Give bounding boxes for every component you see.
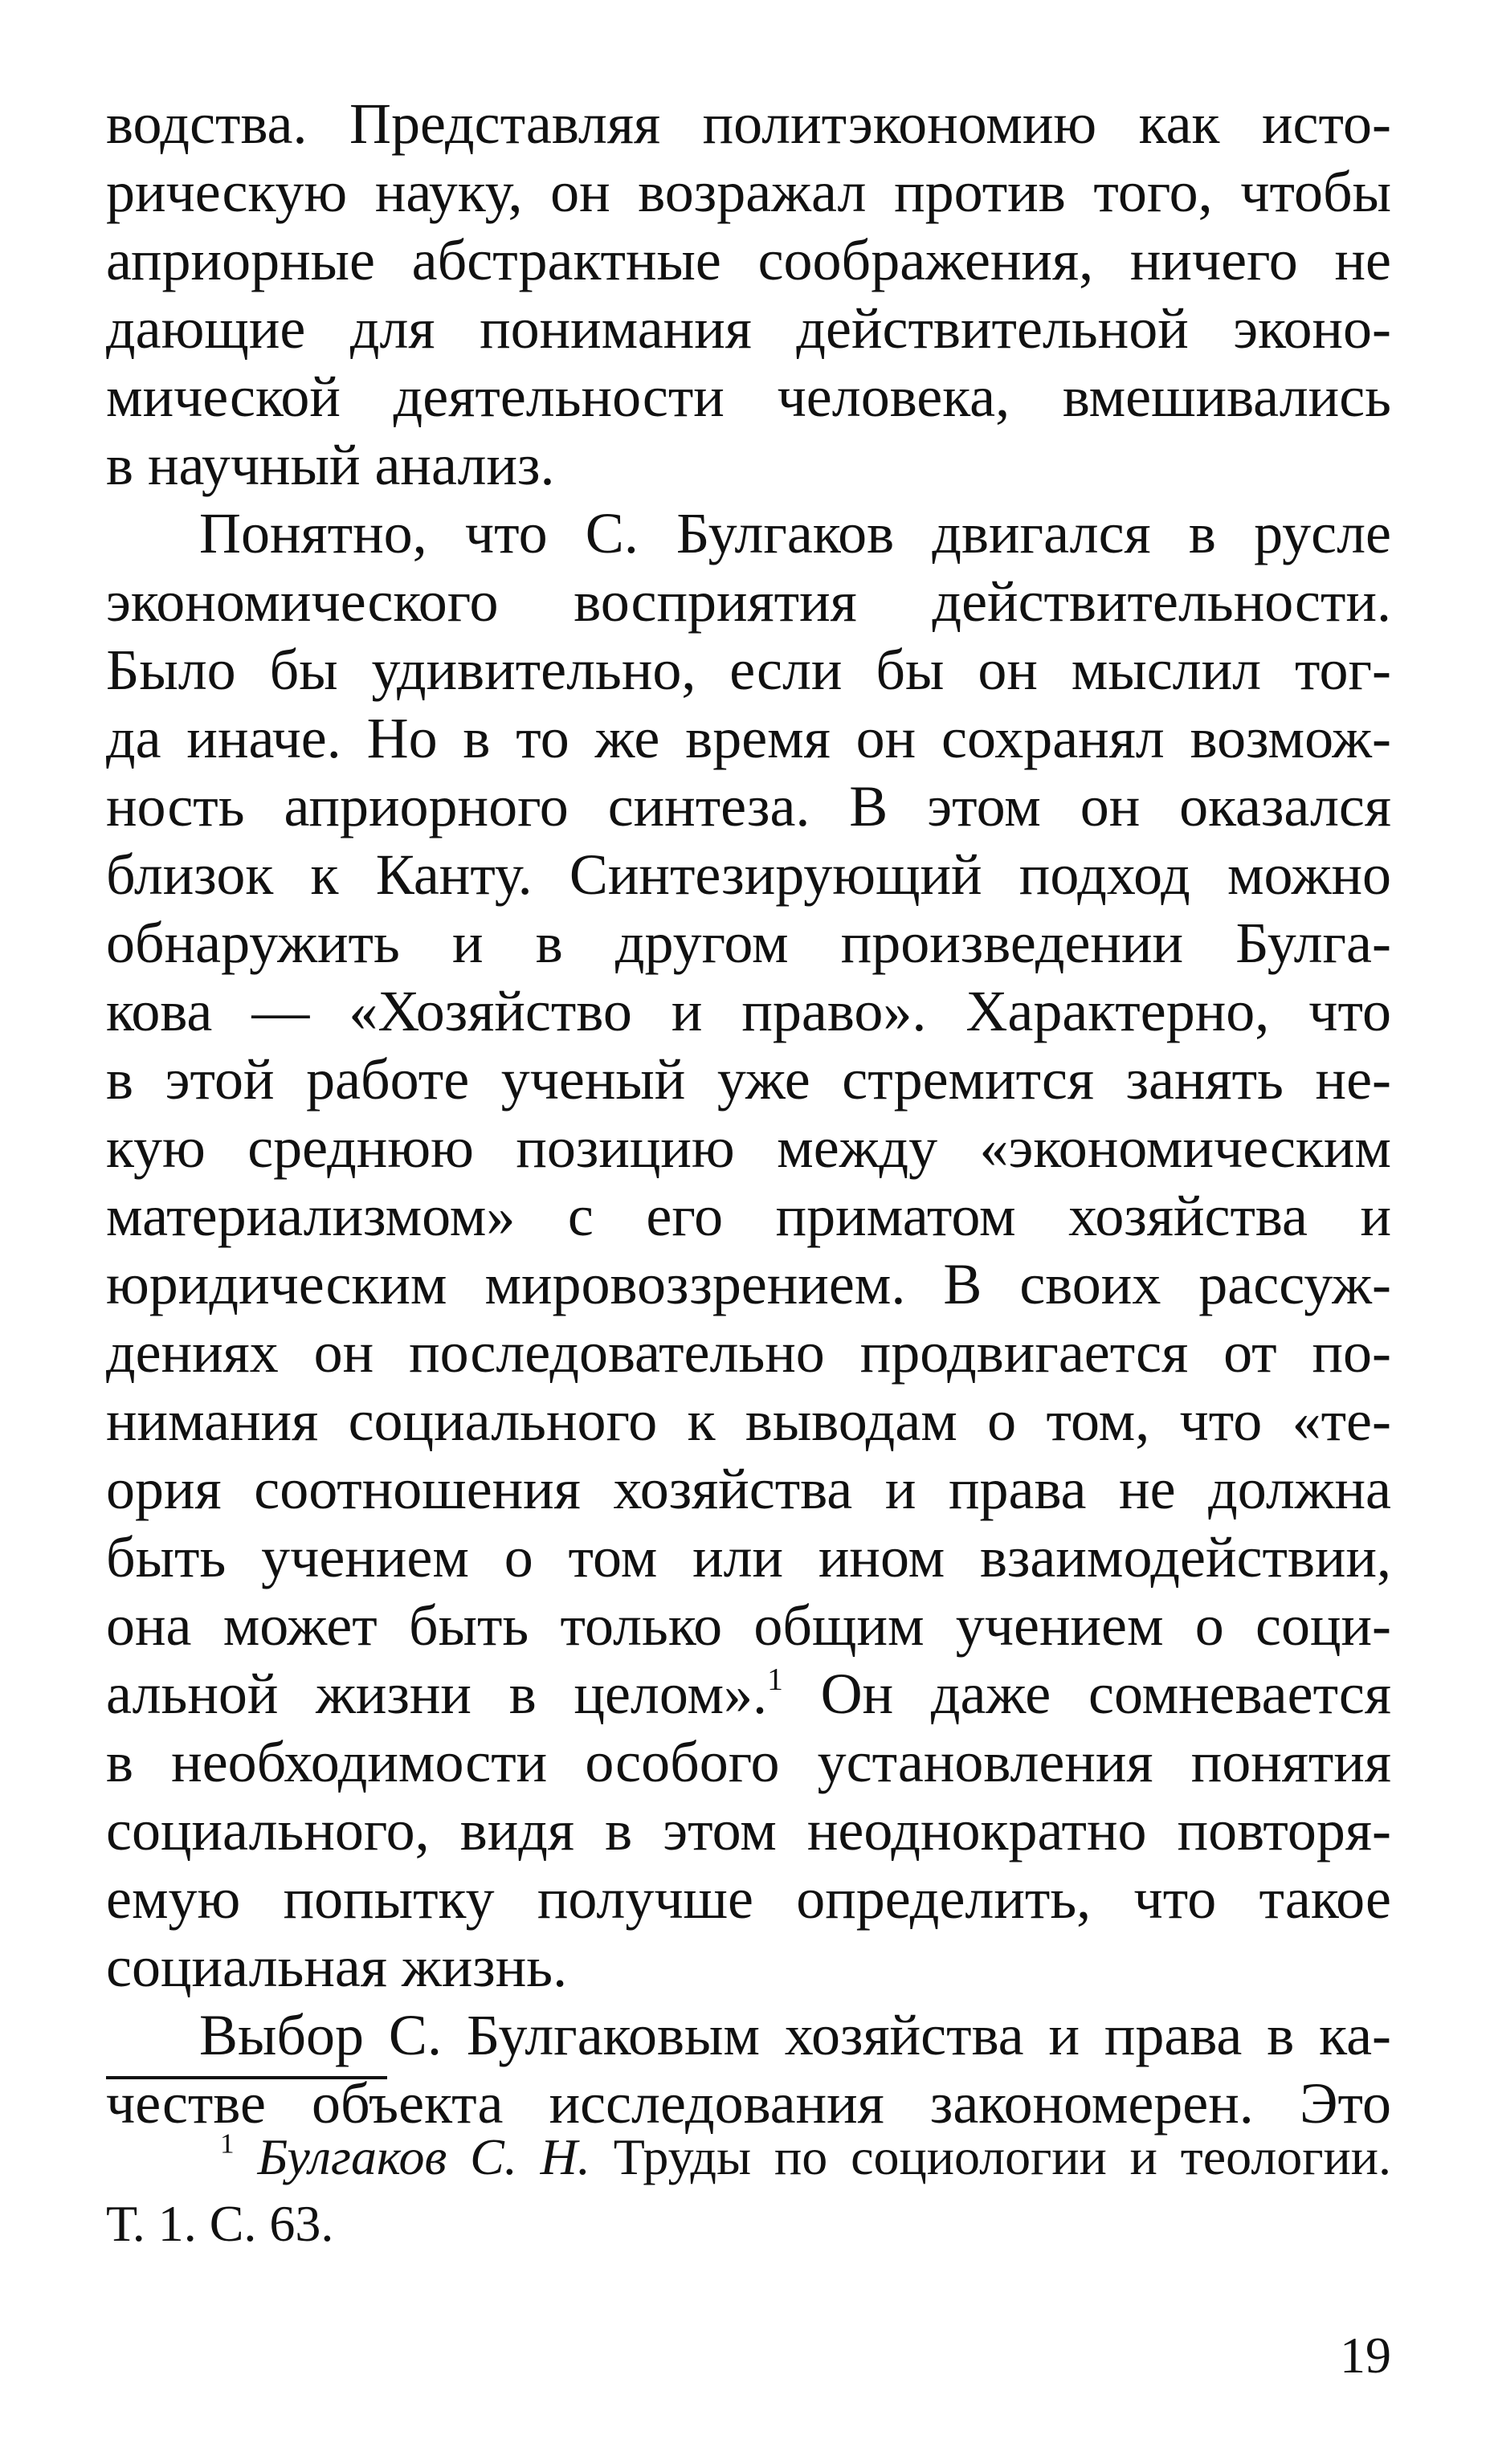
text-line: в необходимости особого установления понятия [106, 1730, 1391, 1794]
text-line: социального, видя в этом неоднократно повторя- [106, 1798, 1391, 1862]
footnote-author: Булгаков С. Н. [257, 2128, 590, 2185]
text-line: обнаружить и в другом произведении Булга- [106, 911, 1391, 975]
text-line: Понятно, что С. Булгаков двигался в русле [199, 501, 1391, 565]
text-line: емую попытку получше определить, что такое [106, 1866, 1391, 1931]
text-line: мической деятельности человека, вмешивались [106, 365, 1391, 429]
text-line: честве объекта исследования закономерен. Это [106, 2071, 1391, 2136]
text-line-with-footnote-ref [106, 1660, 1391, 1728]
page-text [106, 90, 1391, 2138]
text-line: Было бы удивительно, если бы он мыслил тог- [106, 638, 1391, 702]
text-line: Выбор С. Булгаковым хозяйства и права в ка- [199, 2003, 1391, 2067]
text-line: ность априорного синтеза. В этом он оказался [106, 774, 1391, 838]
footnote-divider [106, 2076, 387, 2079]
page-number: 19 [1340, 2327, 1391, 2384]
text-line: ория соотношения хозяйства и права не должна [106, 1457, 1391, 1521]
text-line: близок к Канту. Синтезирующий подход можно [106, 842, 1391, 907]
text-line: нимания социального к выводам о том, что «те- [106, 1389, 1391, 1453]
text-line: водства. Представляя политэкономию как исто- [106, 92, 1391, 156]
text-line: в этой работе ученый уже стремится занять не- [106, 1047, 1391, 1112]
text-fragment: Он даже сомневается [782, 1662, 1391, 1726]
text-fragment: альной жизни в целом». [106, 1662, 768, 1726]
text-line: материализмом» с его приматом хозяйства и [106, 1184, 1391, 1248]
footnote-marker: 1 [220, 2127, 235, 2160]
text-line: экономического восприятия действительности. [106, 569, 1391, 634]
text-line: кую среднюю позицию между «экономическим [106, 1116, 1391, 1180]
text-line: быть учением о том или ином взаимодействии, [106, 1525, 1391, 1589]
text-line: рическую науку, он возражал против того, чтобы [106, 160, 1391, 224]
text-line: дениях он последовательно продвигается от по- [106, 1320, 1391, 1385]
text-line: она может быть только общим учением о соци- [106, 1593, 1391, 1658]
text-line: априорные абстрактные соображения, ничего не [106, 228, 1391, 292]
text-line: в научный анализ. [106, 433, 555, 497]
text-line: да иначе. Но в то же время он сохранял возмож- [106, 706, 1391, 770]
text-line: дающие для понимания действительной эконо- [106, 296, 1391, 361]
footnote-text: Труды по социологии и теологии. [590, 2128, 1391, 2185]
text-line: кова — «Хозяйство и право». Характерно, что [106, 979, 1391, 1043]
footnote-line [106, 2123, 1391, 2190]
footnote-reference: 1 [767, 1661, 783, 1697]
text-line: социальная жизнь. [106, 1935, 568, 1999]
footnote-line: Т. 1. С. 63. [106, 2195, 334, 2252]
footnote [106, 2123, 1391, 2257]
text-line: юридическим мировоззрением. В своих рассуж- [106, 1252, 1391, 1316]
